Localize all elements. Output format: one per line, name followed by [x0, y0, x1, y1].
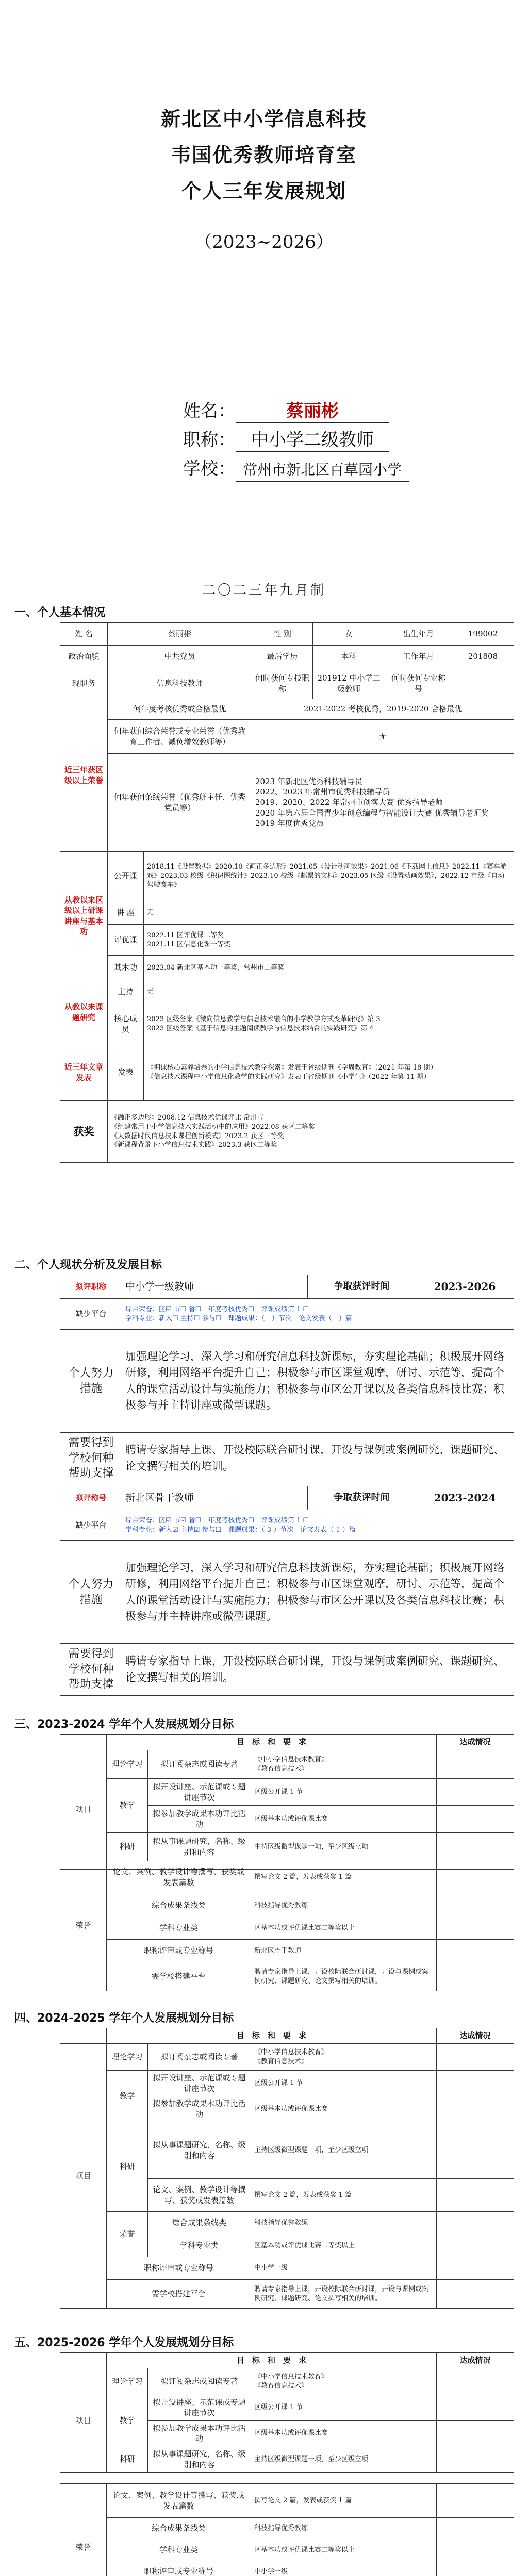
- item-value: 科技指导优秀教练: [251, 1894, 437, 1917]
- done-cell: [437, 1860, 514, 1894]
- item-label: 拟参加教学成果本功评比活动: [148, 2420, 251, 2446]
- item-label: 综合成果条线类: [107, 1894, 251, 1917]
- activity-section-label: 从教以来区级以上研课讲座与基本功: [60, 852, 108, 980]
- cell-label: 何年获何综合荣誉或专业荣誉（优秀教育工作者、减负增效教师等）: [108, 720, 252, 754]
- item-label: 职称评审或专业称号: [107, 1940, 251, 1962]
- cell-value: 中共党员: [108, 646, 252, 668]
- cell-value: 201808: [452, 646, 514, 668]
- cell-value: 《拥课核心素养培养的小学信息技术教学探索》发表于省级期刊《学周教育》（2021 年第 18 期） 《信息技术课程中小学信息化教学的实践研究》发表于省级期刊《小学生》（2022 年第 11 期）: [144, 1044, 514, 1101]
- cell-label: 工作年月: [385, 646, 452, 668]
- category-label: 教学: [107, 2071, 148, 2122]
- cover-name-label: 姓名：: [183, 401, 236, 421]
- column-header-done: 达成情况: [437, 1735, 514, 1750]
- category-label: 理论学习: [107, 2368, 148, 2395]
- section-4-heading: 四、2024-2025 学年个人发展规划分目标: [14, 2012, 234, 2025]
- item-label: 拟开设讲座、示范课或专题讲座节次: [148, 2395, 251, 2421]
- cell-label: 拟评职称: [60, 1275, 122, 1299]
- done-cell: [437, 2539, 514, 2561]
- award-section-label: 获奖: [60, 1101, 108, 1163]
- item-label: 学科专业类: [107, 1917, 251, 1940]
- category-label: 科研: [107, 1833, 148, 1861]
- cell-label: 现职务: [60, 668, 108, 699]
- category-label: 荣誉: [60, 2484, 107, 2576]
- item-label: 拟从事课题研究，名称、级别和内容: [148, 2122, 251, 2179]
- cover-name-row: [183, 397, 409, 426]
- done-cell: [437, 2234, 514, 2257]
- column-header-target: 目 标 和 要 求: [107, 2028, 437, 2044]
- cell-label: 争取获评时间: [308, 1486, 416, 1510]
- row-group-label: 项目: [60, 2368, 107, 2473]
- done-cell: [437, 1833, 514, 1861]
- done-cell: [437, 1917, 514, 1940]
- done-cell: [437, 2395, 514, 2421]
- cell-value: 蔡丽彬: [108, 623, 252, 646]
- item-value: 区基本功或评优课比赛二等奖以上: [251, 1917, 437, 1940]
- item-value: 科技指导优秀教练: [251, 2212, 437, 2234]
- cover-school-value: 常州市新北区百草园小学: [236, 459, 409, 482]
- done-cell: [437, 2420, 514, 2446]
- category-label: 荣誉: [107, 2212, 148, 2257]
- header-blank: [60, 2028, 107, 2044]
- cell-label: 核心成员: [108, 1004, 144, 1044]
- item-label: 学科专业类: [148, 2234, 251, 2257]
- section-3-heading: 三、2023-2024 学年个人发展规划分目标: [14, 1718, 234, 1731]
- item-label: 需学校搭建平台: [107, 1962, 251, 1991]
- plan-table-2025-part2: [60, 2483, 514, 2576]
- section-1-heading: 一、个人基本情况: [14, 606, 106, 619]
- done-cell: [437, 2096, 514, 2122]
- plan-table-2023-part2: [60, 1860, 514, 1991]
- item-label: 职称评审或专业称号: [107, 2257, 251, 2280]
- cell-label: 个人努力措施: [60, 1541, 122, 1644]
- cell-value: 信息科技教师: [108, 668, 252, 699]
- cell-label: 缺少平台: [60, 1299, 122, 1330]
- cover-years: （2023~2026）: [194, 232, 334, 252]
- section-5-heading: 五、2025-2026 学年个人发展规划分目标: [14, 2336, 234, 2349]
- item-value: 区级基本功或评优课比赛: [251, 2420, 437, 2446]
- done-cell: [437, 2257, 514, 2280]
- done-cell: [437, 1940, 514, 1962]
- item-label: 拟从事课题研究，名称、级别和内容: [148, 2446, 251, 2473]
- item-value: 区级基本功或评优课比赛: [251, 1806, 437, 1833]
- cell-label: 公开课: [108, 852, 144, 901]
- cover-date: 二〇二三年九月制: [202, 583, 326, 598]
- honor-section-label: 近三年获区级以上荣誉: [60, 699, 108, 852]
- cell-label: 性 别: [252, 623, 313, 646]
- cell-value: 2023.04 新北区基本功一等奖，常州市二等奖: [144, 956, 514, 980]
- item-value: 区基本功或评优课比赛二等奖以上: [251, 2234, 437, 2257]
- column-header-done: 达成情况: [437, 2028, 514, 2044]
- item-value: 中小学一级: [251, 2561, 437, 2576]
- item-label: 拟从事课题研究，名称、级别和内容: [148, 1833, 251, 1861]
- item-value: 《中小学信息技术教育》 《教育信息技术》: [251, 2368, 437, 2395]
- cell-label: 出生年月: [385, 623, 452, 646]
- cell-label: 争取获评时间: [308, 1275, 416, 1299]
- cell-value: 中小学一级教师: [122, 1275, 308, 1299]
- item-value: 区级公开课 1 节: [251, 2395, 437, 2421]
- item-label: 论文、案例、教学设计等撰写、获奖或发表篇数: [107, 1860, 251, 1894]
- cell-value: 无: [144, 901, 514, 925]
- row-group-label: 项目: [60, 2044, 107, 2309]
- cell-value: 新北区骨干教师: [122, 1486, 308, 1510]
- cell-value: 2021-2022 考核优秀，2019-2020 合格最优: [252, 699, 514, 720]
- cell-value: 本科: [313, 646, 385, 668]
- done-cell: [437, 1779, 514, 1806]
- item-value: 撰写论文 2 篇，发表或获奖 1 篇: [251, 1860, 437, 1894]
- item-value: 《中小学信息技术教育》 《教育信息技术》: [251, 1750, 437, 1779]
- plan-table-2024: [60, 2028, 514, 2309]
- item-label: 论文、案例、教学设计等撰写、获奖或发表篇数: [148, 2179, 251, 2212]
- done-cell: [437, 1894, 514, 1917]
- item-label: 拟订阅杂志或阅读专著: [148, 2368, 251, 2395]
- cell-value: 无: [252, 720, 514, 754]
- item-label: 拟开设讲座、示范课或专题讲座节次: [148, 1779, 251, 1806]
- cover-title-3: 个人三年发展规划: [181, 180, 346, 202]
- header-blank: [60, 2353, 107, 2368]
- category-label: 荣誉: [60, 1860, 107, 1991]
- cell-value: 综合荣誉：区☑ 市☑ 省☐ 年度考核优秀☐ 评课成绩第 1 ☐ 学科专业：新入☑ 主持☑ 参与☐ 课题成果：（ 3 ）节次 论文发表（ 1 ）篇: [122, 1510, 514, 1541]
- cell-label: 缺少平台: [60, 1510, 122, 1541]
- item-value: 主持区级微型课题一项，至少区级立项: [251, 2446, 437, 2473]
- cell-value: 199002: [452, 623, 514, 646]
- cover-title-row: [183, 426, 409, 454]
- category-label: 教学: [107, 1779, 148, 1833]
- cell-label: 讲 座: [108, 901, 144, 925]
- item-value: 区基本功或评优课比赛二等奖以上: [251, 2539, 437, 2561]
- cell-label: 需要得到学校何种帮助支撑: [60, 1644, 122, 1696]
- cell-label: 评优课: [108, 925, 144, 956]
- cell-label: 基本功: [108, 956, 144, 980]
- publication-section-label: 近三年文章发表: [60, 1044, 108, 1101]
- cell-label: 主持: [108, 980, 144, 1004]
- done-cell: [437, 2071, 514, 2096]
- cell-label: 何年度考核优秀或合格最优: [108, 699, 252, 720]
- done-cell: [437, 2368, 514, 2395]
- cell-value: 2022.11 区评优课二等奖 2021.11 区信息化课一等奖: [144, 925, 514, 956]
- item-label: 职称评审或专业称号: [107, 2561, 251, 2576]
- cell-value: 2023 年新北区优秀科技辅导员 2022、2023 年常州市优秀科技辅导员 2019、2020、2022 年常州市创客大赛 优秀指导老师 2020 年第六届全国青少年创意编程与智能设计大赛 优秀辅导老师奖 2019 年度优秀党员: [252, 754, 514, 852]
- cover-name-value: 蔡丽彬: [236, 400, 389, 423]
- cover-title-value: 中小学二级教师: [236, 429, 389, 452]
- item-label: 拟开设讲座、示范课或专题讲座节次: [148, 2071, 251, 2096]
- item-label: 拟订阅杂志或阅读专著: [148, 1750, 251, 1779]
- item-label: 综合成果条线类: [107, 2518, 251, 2539]
- item-value: 区级基本功或评优课比赛: [251, 2096, 437, 2122]
- done-cell: [437, 2212, 514, 2234]
- plan-table-2023: [60, 1734, 514, 1870]
- done-cell: [437, 2561, 514, 2576]
- done-cell: [437, 1806, 514, 1833]
- item-label: 拟订阅杂志或阅读专著: [148, 2044, 251, 2071]
- cell-label: 何时获何专业称号: [385, 668, 452, 699]
- row-group-label: 项目: [60, 1750, 107, 1870]
- done-cell: [437, 2179, 514, 2212]
- item-value: 撰写论文 2 篇，发表或获奖 1 篇: [251, 2179, 437, 2212]
- done-cell: [437, 2280, 514, 2309]
- cell-label: 最后学历: [252, 646, 313, 668]
- cell-label: 需要得到学校何种帮助支撑: [60, 1433, 122, 1484]
- cell-value: 2018.11《设置数据》2020.10《画正多边形》2021.05《设计动画效果》2021.06《下载网上信息》2022.11《赛车游戏》2023.03 校级《积识图统计》2023.10 校级《邮票的文档》2023.05 区级《设置动画效果》，2022.12 市级《自动驾驶赛车》: [144, 852, 514, 901]
- cell-value: 2023-2026: [416, 1275, 514, 1299]
- cell-value: 加强理论学习，深入学习和研究信息科技新课标，夯实理论基础；积极展开网络研修，利用网络平台提升自己；积极参与市区课堂观摩，研讨、示范等，提高个人的课堂活动设计与实施能力；积极参与市区公开课以及各类信息科技比赛；积极参与并主持讲座或微型课题。: [122, 1330, 514, 1433]
- column-header-done: 达成情况: [437, 2353, 514, 2368]
- item-label: 论文、案例、教学设计等撰写、获奖或发表篇数: [107, 2484, 251, 2518]
- research-section-label: 从教以来课题研究: [60, 980, 108, 1044]
- cell-value: 加强理论学习，深入学习和研究信息科技新课标，夯实理论基础；积极展开网络研修，利用网络平台提升自己；积极参与市区课堂观摩，研讨、示范等，提高个人的课堂活动设计与实施能力；积极参与市区公开课以及各类信息科技比赛；积极参与并主持讲座或微型课题。: [122, 1541, 514, 1644]
- cover-info: [183, 397, 409, 483]
- done-cell: [437, 1962, 514, 1991]
- cell-value: 综合荣誉：区☑ 市☐ 省☐ 年度考核优秀☐ 评课成绩第 1 ☐ 学科专业：新入☐ 主持☐ 参与☐ 课题成果：（ ）节次 论文发表（ ）篇: [122, 1299, 514, 1330]
- cell-label: 姓 名: [60, 623, 108, 646]
- item-value: 新北区骨干教师: [251, 1940, 437, 1962]
- cell-value: 201912 中小学二级教师: [313, 668, 385, 699]
- item-value: 中小学一级: [251, 2257, 437, 2280]
- cell-label: 政治面貌: [60, 646, 108, 668]
- cell-label: 发表: [108, 1044, 144, 1101]
- cover-school-row: [183, 454, 409, 483]
- item-label: 综合成果条线类: [148, 2212, 251, 2234]
- item-value: 主持区级微型课题一项，至少区级立项: [251, 1833, 437, 1861]
- item-value: 区级公开课 1 节: [251, 2071, 437, 2096]
- basic-info-table: [60, 622, 514, 1163]
- done-cell: [437, 2446, 514, 2473]
- cell-value: 《融正多边形》2008.12 信息技术优课评比 常州市 《组建常用于小学信息技术实践活动中的应用》2022.08 获区二等奖 《大数据时代信息技术课程创新模式》2023.2 获区三等奖 《新课程背景下小学信息技术实践》2023.3 获区二等奖: [108, 1101, 514, 1163]
- category-label: 理论学习: [107, 2044, 148, 2071]
- done-cell: [437, 2044, 514, 2071]
- cell-value: 无: [144, 980, 514, 1004]
- cover-school-label: 学校：: [183, 459, 236, 479]
- cover-title-label: 职称：: [183, 430, 236, 450]
- section-2-heading: 二、个人现状分析及发展目标: [14, 1259, 162, 1272]
- cell-value: 聘请专家指导上课，开设校际联合研讨课，开设与课例或案例研究、课题研究、论文撰写相关的培训。: [122, 1644, 514, 1696]
- category-label: 科研: [107, 2446, 148, 2473]
- cell-label: 何时获何专技职称: [252, 668, 313, 699]
- item-value: 主持区级微型课题一项，至少区级立项: [251, 2122, 437, 2179]
- column-header-target: 目 标 和 要 求: [107, 2353, 437, 2368]
- plan-table-2025: [60, 2352, 514, 2473]
- cell-label: 何年获何条线荣誉（优秀班主任、优秀党员等）: [108, 754, 252, 852]
- item-label: 拟参加教学成果本功评比活动: [148, 1806, 251, 1833]
- category-label: 教学: [107, 2395, 148, 2446]
- done-cell: [437, 2484, 514, 2518]
- cell-label: 个人努力措施: [60, 1330, 122, 1433]
- category-label: 科研: [107, 2122, 148, 2212]
- item-value: 区级公开课 1 节: [251, 1779, 437, 1806]
- item-value: 科技指导优秀教练: [251, 2518, 437, 2539]
- item-label: 拟参加教学成果本功评比活动: [148, 2096, 251, 2122]
- item-value: 撰写论文 2 篇，发表或获奖 1 篇: [251, 2484, 437, 2518]
- done-cell: [437, 2122, 514, 2179]
- item-label: 需学校搭建平台: [107, 2280, 251, 2309]
- item-value: 聘请专家指导上课，开设校际联合研讨课，开设与课例或案例研究、课题研究、论文撰写相关的培训。: [251, 1962, 437, 1991]
- cover-title-1: 新北区中小学信息科技: [160, 108, 367, 130]
- done-cell: [437, 2518, 514, 2539]
- cell-value: 聘请专家指导上课、开设校际联合研讨课，开设与课例或案例研究、课题研究、论文撰写相关的培训。: [122, 1433, 514, 1484]
- cell-value: [452, 668, 514, 699]
- column-header-target: 目 标 和 要 求: [107, 1735, 437, 1750]
- category-label: 理论学习: [107, 1750, 148, 1779]
- header-blank: [60, 1735, 107, 1750]
- cell-value: 2023-2024: [416, 1486, 514, 1510]
- cell-label: 拟评称号: [60, 1486, 122, 1510]
- item-value: 《中小学信息技术教育》 《教育信息技术》: [251, 2044, 437, 2071]
- goal-table-2: [60, 1486, 514, 1696]
- goal-table-1: [60, 1275, 514, 1484]
- cell-value: 2023 区级备案《微向信息教学与信息技术融合的小学教学方式变革研究》第 3 2023 区级备案《基于信息的主题阅读教学与信息技术结合的实践研究》第 4: [144, 1004, 514, 1044]
- done-cell: [437, 1750, 514, 1779]
- item-label: 学科专业类: [107, 2539, 251, 2561]
- cover-title-2: 韦国优秀教师培育室: [171, 144, 357, 166]
- item-value: 聘请专家指导上课，开设校际联合研讨课，开设与课例或案例研究、课题研究、论文撰写相关的培训。: [251, 2280, 437, 2309]
- cell-value: 女: [313, 623, 385, 646]
